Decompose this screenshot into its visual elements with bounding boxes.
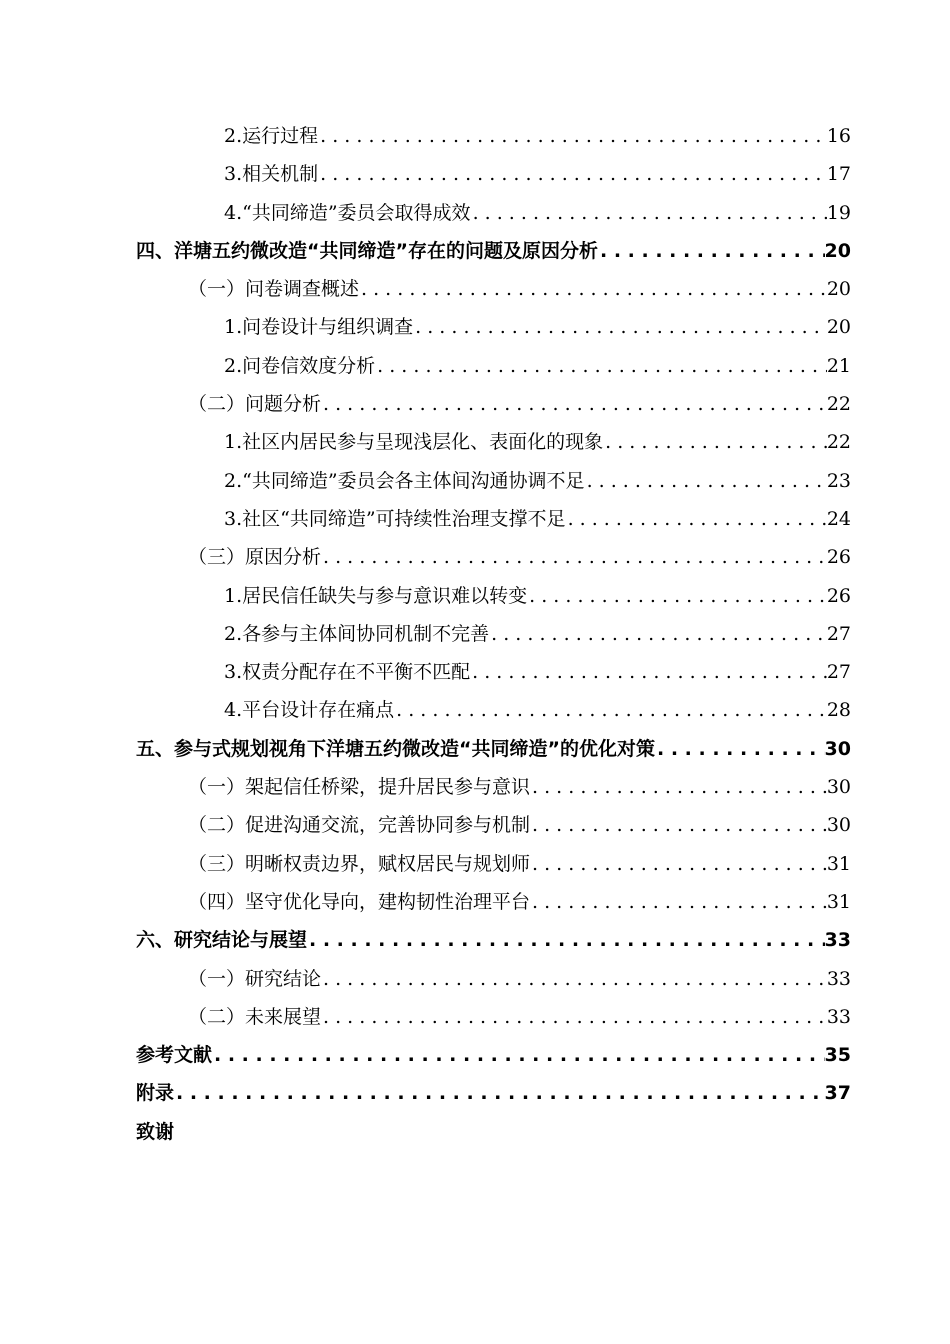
toc-entry-page-number: 21 [826, 354, 851, 377]
toc-dot-leader [530, 845, 827, 883]
toc-dot-leader [603, 423, 827, 461]
toc-entry[interactable] [136, 883, 851, 921]
toc-dot-leader [394, 691, 827, 729]
toc-entry-page-number: 33 [826, 1005, 851, 1028]
toc-dot-leader [307, 921, 825, 959]
toc-entry-label: 2.运行过程 [224, 125, 319, 147]
toc-entry[interactable] [136, 462, 851, 500]
toc-entry-label: 五、参与式规划视角下洋塘五约微改造“共同缔造”的优化对策 [136, 737, 655, 760]
toc-entry-label: 1.居民信任缺失与参与意识难以转变 [224, 584, 528, 607]
toc-entry-label: （二）促进沟通交流，完善协同参与机制 [188, 814, 531, 837]
toc-entry-label: （四）坚守优化导向，建构韧性治理平台 [188, 890, 531, 913]
toc-entry[interactable] [136, 768, 851, 806]
toc-entry-label: 四、洋塘五约微改造“共同缔造”存在的问题及原因分析 [136, 239, 598, 262]
toc-dot-leader [530, 806, 827, 844]
toc-dot-leader [375, 347, 827, 385]
toc-entry[interactable] [136, 1036, 851, 1074]
toc-entry[interactable] [136, 653, 851, 691]
toc-entry-label: （二）未来展望 [188, 1005, 322, 1028]
toc-dot-leader [318, 117, 827, 155]
toc-entry-page-number: 20 [826, 278, 851, 301]
toc-dot-leader [318, 155, 827, 193]
toc-dot-leader [471, 194, 827, 232]
toc-entry-label: 4.平台设计存在痛点 [224, 699, 395, 722]
toc-entry-label: 六、研究结论与展望 [136, 929, 308, 952]
toc-dot-leader [489, 615, 827, 653]
toc-dot-leader [470, 653, 827, 691]
toc-dot-leader [413, 308, 827, 346]
toc-entry[interactable] [136, 232, 851, 270]
toc-dot-leader [527, 577, 827, 615]
toc-entry-label: 3.相关机制 [224, 163, 319, 186]
toc-dot-leader [598, 232, 825, 270]
toc-entry[interactable] [136, 538, 851, 576]
toc-entry[interactable] [136, 270, 851, 308]
toc-entry[interactable] [136, 194, 851, 232]
toc-entry-page-number: 22 [826, 393, 851, 416]
toc-entry-label: （一）问卷调查概述 [188, 278, 360, 301]
toc-entry-page-number: 23 [826, 469, 851, 492]
toc-dot-leader [321, 960, 827, 998]
toc-entry[interactable] [136, 155, 851, 193]
toc-entry-page-number: 22 [826, 431, 851, 454]
toc-entry-page-number: 30 [826, 776, 851, 799]
table-of-contents [136, 117, 851, 1151]
toc-entry-page-number: 31 [826, 890, 851, 913]
toc-entry-page-number: 30 [824, 737, 851, 760]
toc-entry-page-number: 28 [826, 699, 851, 722]
toc-dot-leader [321, 998, 827, 1036]
toc-entry[interactable] [136, 1074, 851, 1112]
toc-entry[interactable] [136, 730, 851, 768]
toc-dot-leader [212, 1036, 825, 1074]
toc-entry-label: （二）问题分析 [188, 393, 322, 416]
toc-entry[interactable] [136, 806, 851, 844]
toc-dot-leader [321, 385, 827, 423]
toc-entry-page-number: 19 [826, 201, 851, 224]
toc-entry[interactable] [136, 117, 851, 155]
toc-entry[interactable] [136, 308, 851, 346]
toc-entry-page-number: 26 [826, 584, 851, 607]
toc-entry-page-number: 17 [826, 163, 851, 186]
toc-entry[interactable] [136, 615, 851, 653]
toc-entry-page-number: 33 [824, 929, 851, 952]
toc-entry[interactable] [136, 1113, 851, 1151]
toc-entry[interactable] [136, 500, 851, 538]
toc-entry-page-number: 20 [824, 239, 851, 262]
toc-entry-label: 4.“共同缔造”委员会取得成效 [224, 201, 471, 224]
toc-entry[interactable] [136, 691, 851, 729]
toc-entry-page-number: 24 [826, 507, 851, 530]
toc-entry-label: 3.社区“共同缔造”可持续性治理支撑不足 [224, 507, 566, 530]
toc-entry-label: （一）研究结论 [188, 967, 322, 990]
toc-entry-label: 1.社区内居民参与呈现浅层化、表面化的现象 [224, 431, 604, 454]
toc-entry-page-number: 37 [824, 1082, 851, 1105]
toc-dot-leader [359, 270, 827, 308]
toc-dot-leader [530, 768, 827, 806]
toc-entry-label: 附录 [136, 1082, 175, 1105]
toc-dot-leader [174, 1074, 825, 1112]
toc-entry-label: 1.问卷设计与组织调查 [224, 316, 414, 339]
toc-entry-page-number: 31 [826, 852, 851, 875]
toc-entry[interactable] [136, 960, 851, 998]
toc-entry-label: 3.权责分配存在不平衡不匹配 [224, 661, 471, 684]
toc-dot-leader [530, 883, 827, 921]
toc-entry-label: （一）架起信任桥梁，提升居民参与意识 [188, 776, 531, 799]
toc-entry-label: 2.“共同缔造”委员会各主体间沟通协调不足 [224, 469, 585, 492]
toc-entry-label: （三）明晰权责边界，赋权居民与规划师 [188, 852, 531, 875]
toc-entry-page-number: 27 [826, 661, 851, 684]
toc-dot-leader [585, 462, 827, 500]
toc-entry-page-number: 33 [826, 967, 851, 990]
toc-entry-page-number: 30 [826, 814, 851, 837]
toc-entry[interactable] [136, 385, 851, 423]
toc-entry[interactable] [136, 845, 851, 883]
toc-entry-label: 致谢 [136, 1120, 175, 1143]
toc-entry-label: 2.各参与主体间协同机制不完善 [224, 622, 490, 645]
toc-entry-page-number: 35 [824, 1044, 851, 1067]
toc-entry-page-number: 20 [826, 316, 851, 339]
toc-entry-page-number: 27 [826, 622, 851, 645]
toc-entry[interactable] [136, 998, 851, 1036]
toc-entry-label: （三）原因分析 [188, 546, 322, 569]
toc-entry[interactable] [136, 423, 851, 461]
toc-entry-label: 2.问卷信效度分析 [224, 354, 376, 377]
toc-entry-page-number: 16 [826, 125, 851, 147]
toc-entry[interactable] [136, 577, 851, 615]
toc-dot-leader [321, 538, 827, 576]
toc-dot-leader [566, 500, 827, 538]
toc-entry[interactable] [136, 921, 851, 959]
toc-entry-label: 参考文献 [136, 1044, 213, 1067]
toc-entry-page-number: 26 [826, 546, 851, 569]
toc-entry[interactable] [136, 347, 851, 385]
toc-dot-leader [655, 730, 825, 768]
